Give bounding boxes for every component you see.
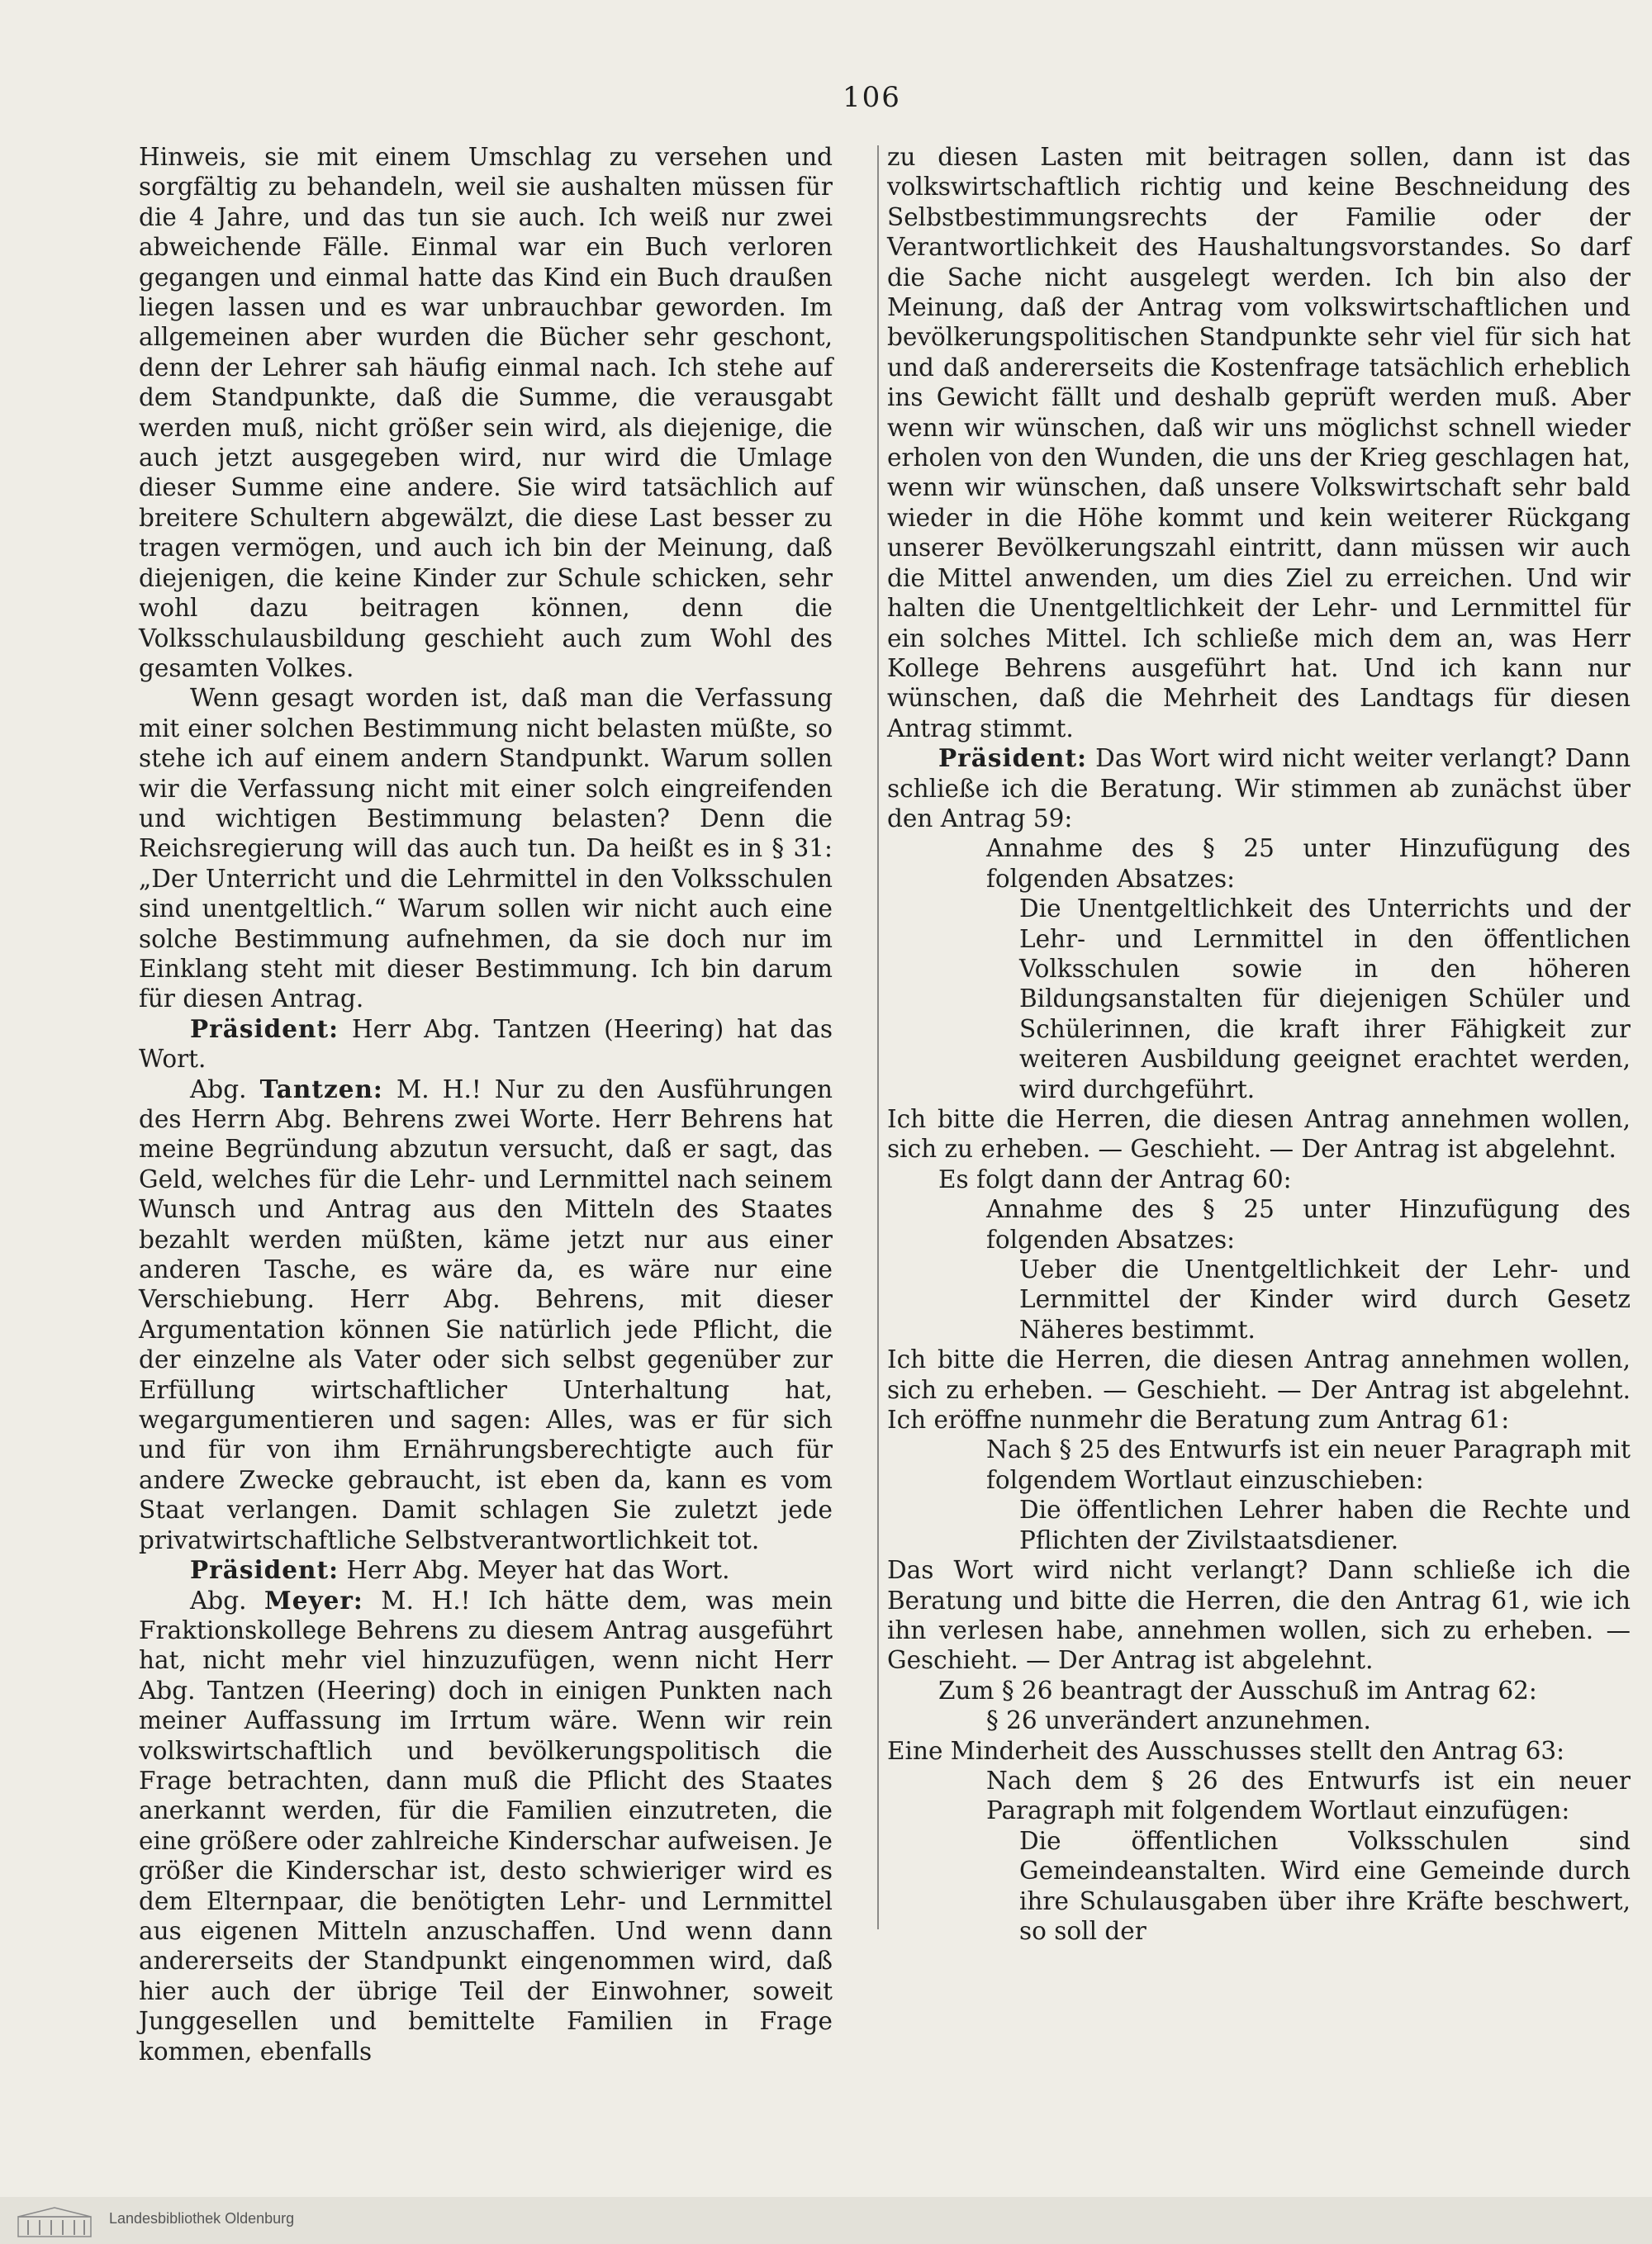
- library-building-icon: [15, 2205, 94, 2238]
- speaker-paragraph: [139, 1586, 833, 2067]
- motion-text: Annahme des § 25 unter Hinzufügung des folgenden Absatzes:: [986, 1195, 1631, 1254]
- paragraph: Ich bitte die Herren, die diesen Antrag annehmen wollen, sich zu erheben. — Geschieht. — Der Antrag ist abgelehnt.: [887, 1105, 1631, 1164]
- speaker-prefix: Abg.: [190, 1586, 247, 1615]
- speech-text: Herr Abg. Meyer hat das Wort.: [346, 1556, 730, 1585]
- motion-text: § 26 unverändert anzunehmen.: [986, 1706, 1371, 1735]
- speaker-label: Meyer:: [264, 1585, 363, 1615]
- left-column: [139, 142, 833, 2066]
- speaker-label: Präsident:: [190, 1555, 339, 1585]
- speaker-paragraph: [139, 1555, 833, 1585]
- library-name: Landesbibliothek Oldenburg: [109, 2210, 295, 2227]
- paragraph: Wenn gesagt worden ist, daß man die Verfassung mit einer solchen Bestimmung nicht belasten müßte, so stehe ich auf einem andern Standpunkt. Warum sollen wir die Verfassung nicht mit einer solch eingreifenden und wichtigen Bestimmung belasten? Denn die Reichsregierung will das auch tun. Da heißt es in § 31: „Der Unterricht und die Lehrmittel in den Volksschulen sind unentgeltlich.“ Warum sollen wir nicht auch eine solche Bestimmung aufnehmen, da sie doch nur im Einklang steht mit dieser Bestimmung. Ich bin darum für diesen Antrag.: [139, 684, 833, 1013]
- speech-text: Das Wort wird nicht weiter verlangt? Dann schließe ich die Beratung. Wir stimmen ab zunächst über den Antrag 59:: [887, 744, 1631, 833]
- speaker-label: Tantzen:: [259, 1074, 383, 1103]
- paragraph: Eine Minderheit des Ausschusses stellt den Antrag 63:: [887, 1736, 1565, 1765]
- speaker-paragraph: [139, 1075, 833, 1556]
- paragraph: Hinweis, sie mit einem Umschlag zu versehen und sorgfältig zu behandeln, weil sie aushalten müssen für die 4 Jahre, und das tun sie auch. Ich weiß nur zwei abweichende Fälle. Einmal war ein Buch verloren gegangen und einmal hatte das Kind ein Buch draußen liegen lassen und es war unbrauchbar geworden. Im allgemeinen aber wurden die Bücher sehr geschont, denn der Lehrer sah häufig einmal nach. Ich stehe auf dem Standpunkte, daß die Summe, die verausgabt werden muß, nicht größer sein wird, als diejenige, die auch jetzt ausgegeben wird, nur wird die Umlage dieser Summe eine andere. Sie wird tatsächlich auf breitere Schultern abgewälzt, die diese Last besser zu tragen vermögen, und auch ich bin der Meinung, daß diejenigen, die keine Kinder zur Schule schicken, sehr wohl dazu beitragen können, denn die Volksschulausbildung geschieht auch zum Wohl des gesamten Volkes.: [139, 143, 833, 682]
- motion-text: Nach § 25 des Entwurfs ist ein neuer Paragraph mit folgendem Wortlaut einzuschieben:: [986, 1435, 1631, 1494]
- speaker-paragraph: [139, 1014, 833, 1075]
- motion-quote: Ueber die Unentgeltlichkeit der Lehr- und Lernmittel der Kinder wird durch Gesetz Näheres bestimmt.: [1019, 1255, 1631, 1344]
- footer-bar: [0, 2197, 1652, 2244]
- paragraph: zu diesen Lasten mit beitragen sollen, dann ist das volkswirtschaftlich richtig und keine Beschneidung des Selbstbestimmungsrechts der Familie oder der Verantwortlichkeit des Haushaltungsvorstandes. So darf die Sache nicht ausgelegt werden. Ich bin also der Meinung, daß der Antrag vom volkswirtschaftlichen und bevölkerungspolitischen Standpunkte sehr viel für sich hat und daß andererseits die Kostenfrage tatsächlich erheblich ins Gewicht fällt und deshalb geprüft werden muß. Aber wenn wir wünschen, daß wir uns möglichst schnell wieder erholen von den Wunden, die uns der Krieg geschlagen hat, wenn wir wünschen, daß unsere Volkswirtschaft sehr bald wieder in die Höhe kommt und kein weiterer Rückgang unserer Bevölkerungszahl eintritt, dann müssen wir auch die Mittel anwenden, um dies Ziel zu erreichen. Und wir halten die Unentgeltlichkeit der Lehr- und Lernmittel für ein solches Mittel. Ich schließe mich dem an, was Herr Kollege Behrens ausgeführt hat. Und ich kann nur wünschen, daß die Mehrheit des Landtags für diesen Antrag stimmt.: [887, 143, 1631, 742]
- paragraph: Es folgt dann der Antrag 60:: [938, 1165, 1292, 1193]
- paragraph: Zum § 26 beantragt der Ausschuß im Antrag 62:: [938, 1676, 1537, 1705]
- right-column: [887, 142, 1631, 1946]
- speech-text: Herr Abg. Tantzen (Heering) hat das Wort.: [139, 1014, 833, 1074]
- speaker-prefix: Abg.: [190, 1075, 247, 1103]
- motion-quote: Die öffentlichen Lehrer haben die Rechte und Pflichten der Zivilstaatsdiener.: [1019, 1496, 1631, 1554]
- speaker-label: Präsident:: [938, 743, 1088, 773]
- motion-quote: Die öffentlichen Volksschulen sind Gemeindeanstalten. Wird eine Gemeinde durch ihre Schulausgaben über ihre Kräfte beschwert, so soll der: [1019, 1826, 1631, 1945]
- column-divider: [877, 145, 879, 1929]
- motion-quote: Die Unentgeltlichkeit des Unterrichts und der Lehr- und Lernmittel in den öffentlichen Volksschulen sowie in den höheren Bildungsanstalten für diejenigen Schüler und Schülerinnen, die kraft ihrer Fähigkeit zur weiteren Ausbildung geeignet erachtet werden, wird durchgeführt.: [1019, 894, 1631, 1103]
- page-number: 106: [843, 81, 901, 114]
- motion-text: Annahme des § 25 unter Hinzufügung des folgenden Absatzes:: [986, 834, 1631, 893]
- speech-text: M. H.! Ich hätte dem, was mein Fraktionskollege Behrens zu diesem Antrag ausgeführt hat, nicht mehr viel hinzuzufügen, wenn nicht Herr Abg. Tantzen (Heering) doch in einigen Punkten nach meiner Auffassung im Irrtum wäre. Wenn wir rein volkswirtschaftlich und bevölkerungspolitisch die Frage betrachten, dann muß die Pflicht des Staates anerkannt werden, für die Familien einzutreten, die eine größere oder zahlreiche Kinderschar aufweisen. Je größer die Kinderschar ist, desto schwieriger wird es dem Elternpaar, die benötigten Lehr- und Lernmittel aus eigenen Mitteln anzuschaffen. Und wenn dann andererseits der Standpunkt eingenommen wird, daß hier auch der übrige Teil der Einwohner, soweit Junggesellen und bemittelte Familien in Frage kommen, ebenfalls: [139, 1586, 833, 2066]
- speech-text: M. H.! Nur zu den Ausführungen des Herrn Abg. Behrens zwei Worte. Herr Behrens hat meine Begründung abzutun versucht, daß er sagt, das Geld, welches für die Lehr- und Lernmittel nach seinem Wunsch und Antrag aus den Mitteln des Staates bezahlt werden müßten, käme jetzt nur aus einer anderen Tasche, es wäre da, es wäre nur eine Verschiebung. Herr Abg. Behrens, mit dieser Argumentation können Sie natürlich jede Pflicht, die der einzelne als Vater oder sich selbst gegenüber zur Erfüllung wirtschaftlicher Unterhaltung hat, wegargumentieren und sagen: Alles, was er für sich und für von ihm Ernährungsberechtigte auch für andere Zwecke gebraucht, ist eben da, kann es vom Staat verlangen. Damit schlagen Sie zuletzt jede privatwirtschaftliche Selbstverantwortlichkeit tot.: [139, 1075, 833, 1554]
- paragraph: Das Wort wird nicht verlangt? Dann schließe ich die Beratung und bitte die Herren, die den Antrag 61, wie ich ihn verlesen habe, annehmen wollen, sich zu erheben. — Geschieht. — Der Antrag ist abgelehnt.: [887, 1556, 1631, 1675]
- motion-text: Nach dem § 26 des Entwurfs ist ein neuer Paragraph mit folgendem Wortlaut einzufügen:: [986, 1766, 1631, 1825]
- speaker-paragraph: [887, 743, 1631, 833]
- speaker-label: Präsident:: [190, 1013, 339, 1043]
- paragraph: Ich bitte die Herren, die diesen Antrag annehmen wollen, sich zu erheben. — Geschieht. — Der Antrag ist abgelehnt. Ich eröffne nunmehr die Beratung zum Antrag 61:: [887, 1345, 1631, 1435]
